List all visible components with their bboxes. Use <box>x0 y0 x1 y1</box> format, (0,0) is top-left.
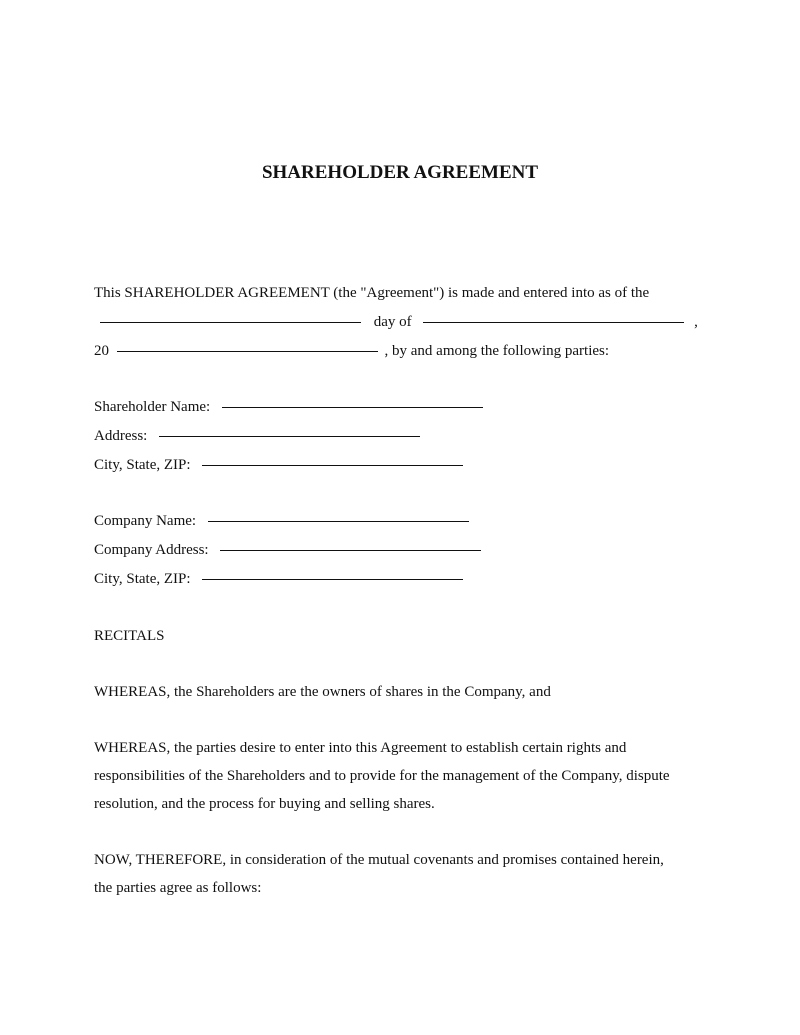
intro-line-3 <box>94 341 609 361</box>
comma-label: , <box>694 314 698 330</box>
shareholder-name-row <box>94 397 483 417</box>
company-address-label: Company Address: <box>94 542 209 558</box>
whereas-2-line-2: responsibilities of the Shareholders and to provide for the management of the Company, dispute <box>94 768 670 784</box>
shareholder-name-label: Shareholder Name: <box>94 399 211 415</box>
intro-line-3-suffix: , by and among the following parties: <box>384 343 610 359</box>
document-title: SHAREHOLDER AGREEMENT <box>261 162 539 183</box>
shareholder-name-blank[interactable] <box>222 406 483 408</box>
day-of-label: day of <box>373 314 412 330</box>
whereas-2-line-1: WHEREAS, the parties desire to enter into this Agreement to establish certain rights and <box>94 740 627 756</box>
company-name-row <box>94 511 469 531</box>
year-blank[interactable] <box>117 350 378 352</box>
day-blank[interactable] <box>100 321 361 323</box>
company-name-label: Company Name: <box>94 513 197 529</box>
shareholder-city-row <box>94 455 463 475</box>
shareholder-city-label: City, State, ZIP: <box>94 457 191 473</box>
company-city-row <box>94 569 463 589</box>
year-prefix: 20 <box>94 343 109 359</box>
shareholder-address-blank[interactable] <box>159 435 420 437</box>
now-therefore-line-2: the parties agree as follows: <box>94 880 262 896</box>
company-city-blank[interactable] <box>202 578 463 580</box>
company-address-row <box>94 540 481 560</box>
whereas-paragraph-1: WHEREAS, the Shareholders are the owners of shares in the Company, and <box>94 684 551 700</box>
shareholder-city-blank[interactable] <box>202 464 463 466</box>
now-therefore-line-1: NOW, THEREFORE, in consideration of the mutual covenants and promises contained herein, <box>94 852 664 868</box>
intro-line-1: This SHAREHOLDER AGREEMENT (the "Agreement") is made and entered into as of the <box>94 285 650 301</box>
month-blank[interactable] <box>423 321 684 323</box>
company-city-label: City, State, ZIP: <box>94 571 191 587</box>
company-address-blank[interactable] <box>220 549 481 551</box>
shareholder-address-row <box>94 426 420 446</box>
recitals-heading: RECITALS <box>94 628 165 644</box>
shareholder-address-label: Address: <box>94 428 148 444</box>
whereas-2-line-3: resolution, and the process for buying and selling shares. <box>94 796 435 812</box>
company-name-blank[interactable] <box>208 520 469 522</box>
intro-line-2 <box>100 312 698 332</box>
